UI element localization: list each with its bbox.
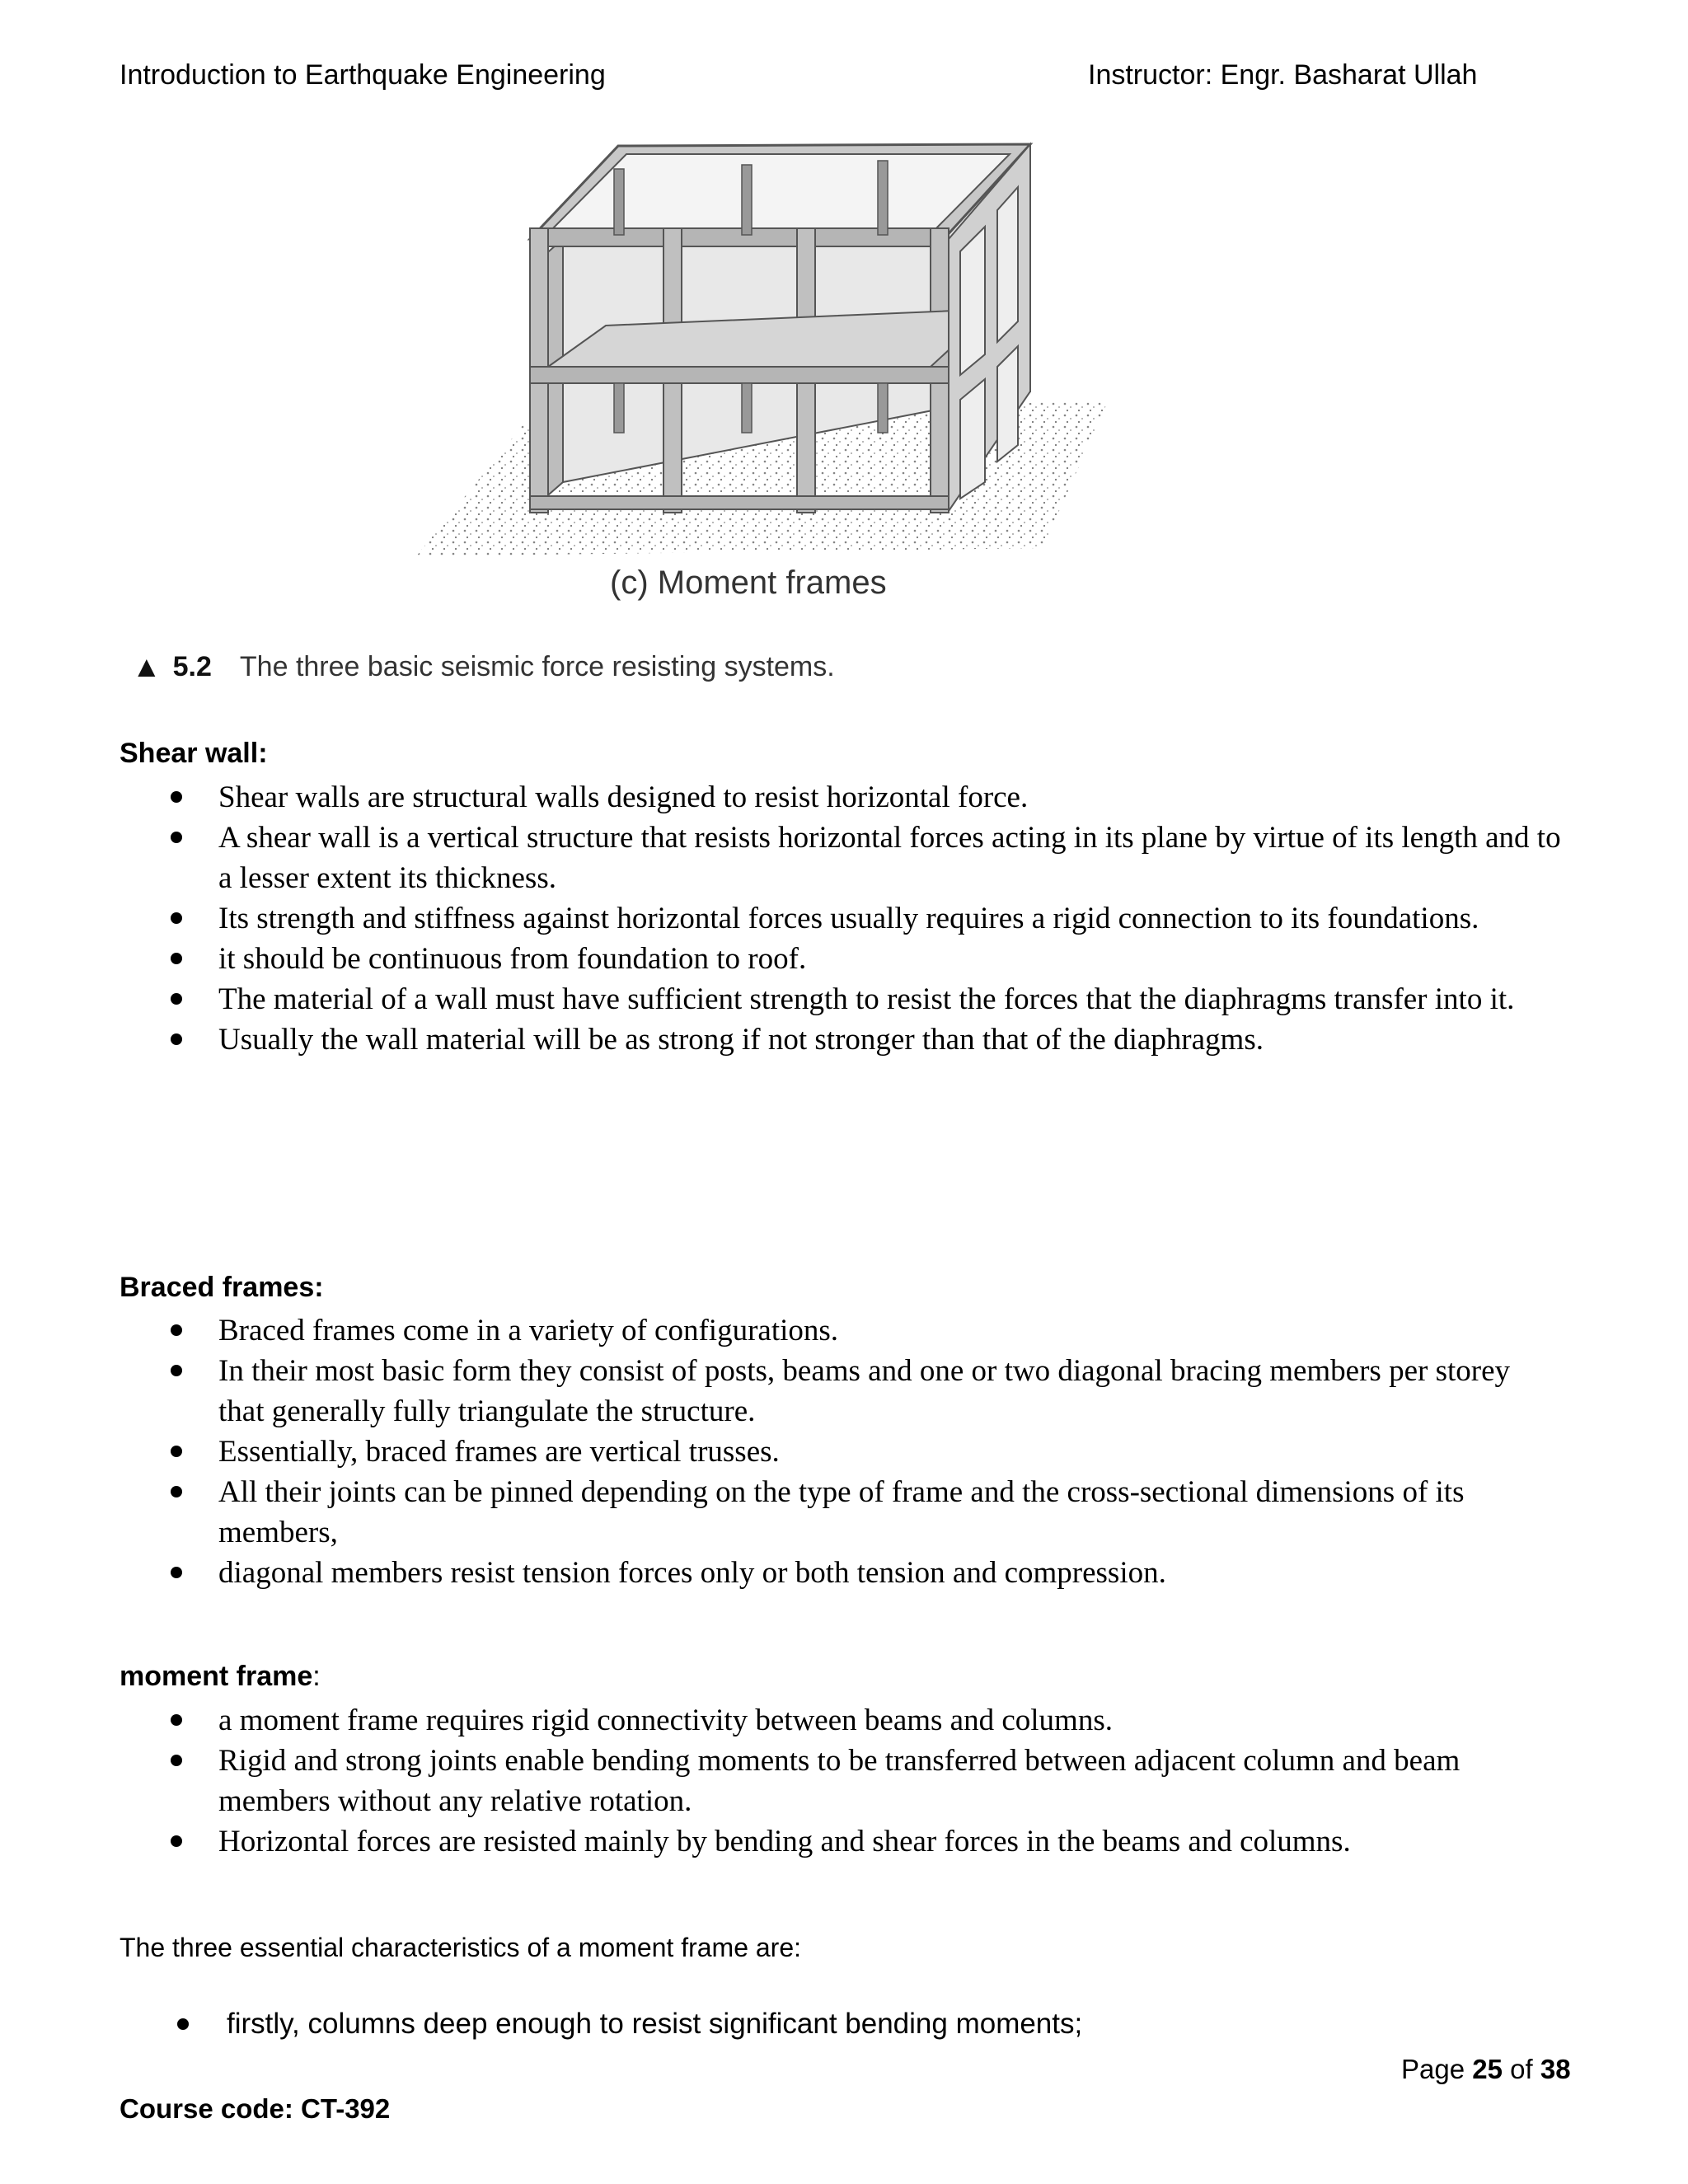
braced-frames-list bbox=[161, 1310, 1562, 1593]
shear-wall-heading: Shear wall: bbox=[120, 738, 268, 769]
figure-caption bbox=[132, 649, 835, 684]
header-instructor: Instructor: Engr. Basharat Ullah bbox=[1088, 59, 1478, 91]
characteristics-intro: The three essential characteristics of a moment frame are: bbox=[120, 1933, 802, 1962]
list-item: Usually the wall material will be as strong if not stronger than that of the diaphragms. bbox=[161, 1019, 1562, 1060]
list-item: In their most basic form they consist of posts, beams and one or two diagonal bracing members per storey that generally fully triangulate the structure. bbox=[161, 1351, 1562, 1432]
list-item: Shear walls are structural walls designed to resist horizontal force. bbox=[161, 777, 1562, 818]
figure-subcaption: (c) Moment frames bbox=[610, 565, 887, 601]
list-item: A shear wall is a vertical structure that resists horizontal forces acting in its plane by virtue of its length and to a lesser extent its thickness. bbox=[161, 818, 1562, 898]
moment-frame-heading-text: moment frame bbox=[120, 1661, 313, 1692]
page-of: of bbox=[1510, 2054, 1533, 2084]
list-item: diagonal members resist tension forces only or both tension and compression. bbox=[161, 1553, 1562, 1593]
moment-frame-illustration bbox=[416, 136, 1109, 565]
list-item: All their joints can be pinned depending on the type of frame and the cross-sectional dimensions of its members, bbox=[161, 1472, 1562, 1553]
figure-number: 5.2 bbox=[172, 650, 212, 682]
moment-frame-list bbox=[161, 1700, 1562, 1862]
page-number bbox=[1401, 2054, 1571, 2085]
list-item: Rigid and strong joints enable bending moments to be transferred between adjacent column and beam members without any relative rotation. bbox=[161, 1741, 1562, 1821]
header-course-title: Introduction to Earthquake Engineering bbox=[120, 59, 606, 91]
list-item: a moment frame requires rigid connectivity between beams and columns. bbox=[161, 1700, 1562, 1741]
course-code: Course code: CT-392 bbox=[120, 2093, 391, 2124]
list-item: Essentially, braced frames are vertical trusses. bbox=[161, 1432, 1562, 1472]
figure-caption-text: The three basic seismic force resisting systems. bbox=[239, 650, 835, 682]
list-item: Horizontal forces are resisted mainly by bending and shear forces in the beams and columns. bbox=[161, 1821, 1562, 1862]
page-total: 38 bbox=[1540, 2054, 1571, 2084]
list-item: Braced frames come in a variety of configurations. bbox=[161, 1310, 1562, 1351]
shear-wall-list bbox=[161, 777, 1562, 1060]
list-item: The material of a wall must have sufficient strength to resist the forces that the diaphragms transfer into it. bbox=[161, 979, 1562, 1019]
page-current: 25 bbox=[1472, 2054, 1503, 2084]
triangle-icon: ▲ bbox=[132, 649, 162, 683]
page-prefix: Page bbox=[1401, 2054, 1465, 2084]
list-item: firstly, columns deep enough to resist significant bending moments; bbox=[161, 2003, 1562, 2045]
braced-frames-heading: Braced frames: bbox=[120, 1272, 324, 1303]
list-item: Its strength and stiffness against horizontal forces usually requires a rigid connection to its foundations. bbox=[161, 898, 1562, 939]
characteristics-list bbox=[161, 2003, 1562, 2045]
list-item: it should be continuous from foundation to roof. bbox=[161, 939, 1562, 979]
moment-frame-heading-colon: : bbox=[312, 1661, 321, 1692]
moment-frame-heading bbox=[120, 1661, 321, 1693]
